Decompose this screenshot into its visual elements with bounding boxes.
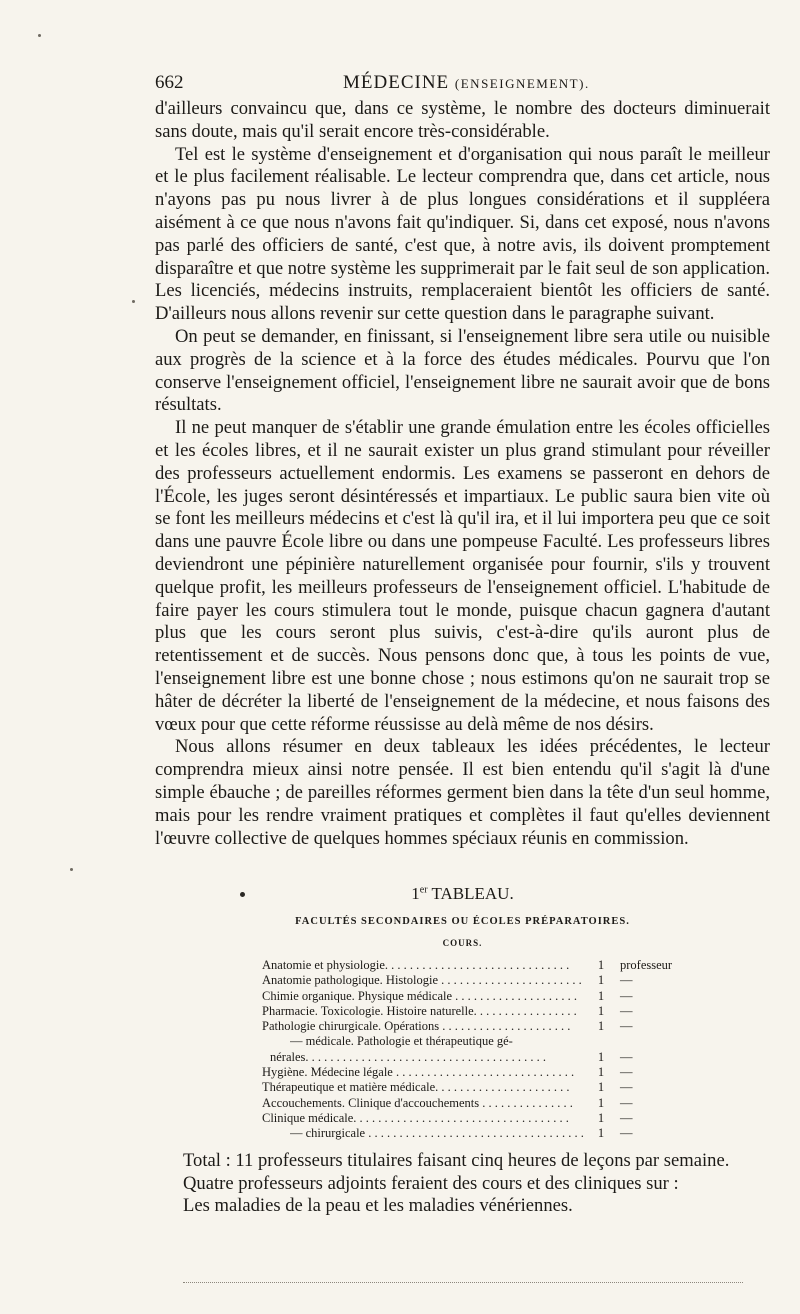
course-count: 1 [597,973,605,988]
running-title-subtitle: (ENSEIGNEMENT). [454,76,590,91]
course-name: Anatomie pathologique. Histologie . . . . . . . . . . . . . . . . . . . . . . . [262,973,582,988]
course-row [262,1004,682,1019]
course-row [262,1096,682,1111]
course-count: 1 [597,1126,605,1141]
running-header [155,72,765,96]
table-courses-label: COURS. [442,938,483,948]
course-unit: — [620,1110,633,1125]
maladies-line: Les maladies de la peau et les maladies vénériennes. [183,1195,573,1216]
course-row [262,1034,682,1049]
course-row [262,1050,682,1065]
course-count: 1 [597,1110,605,1125]
course-name: Pharmacie. Toxicologie. Histoire naturelle. . . . . . . . . . . . . . . . . [262,1003,577,1018]
page-number: 662 [155,72,184,93]
table-title-word: TABLEAU. [431,884,514,903]
course-count: 1 [597,1003,605,1018]
course-name: — chirurgicale . . . . . . . . . . . . . . . . . . . . . . . . . . . . . . . . . . . [290,1126,584,1141]
course-count: 1 [597,1019,605,1034]
course-count: 1 [597,1095,605,1110]
footer-rule [183,1282,743,1283]
course-unit: — [620,1003,633,1018]
course-row [262,1111,682,1126]
course-name: Chimie organique. Physique médicale . . . . . . . . . . . . . . . . . . . . [262,988,578,1003]
course-unit: — [620,1126,633,1141]
course-name: Thérapeutique et matière médicale. . . . . . . . . . . . . . . . . . . . . . [262,1080,570,1095]
course-unit: — [620,1019,633,1034]
course-name: — médicale. Pathologie et thérapeutique gé- [290,1034,513,1049]
total-line: Total : 11 professeurs titulaires faisant cinq heures de leçons par semaine. [183,1150,730,1171]
totals-block [183,1150,773,1218]
course-table [262,958,682,1142]
course-unit: — [620,1095,633,1110]
table-title-number: 1 [411,884,420,903]
course-count: 1 [597,1065,605,1080]
course-row [262,1065,682,1080]
body-text [155,98,770,850]
running-title-main: MÉDECINE [343,72,450,93]
course-row [262,1019,682,1034]
table-title [155,884,770,904]
course-name: Anatomie et physiologie. . . . . . . . . . . . . . . . . . . . . . . . . . . . . . [262,958,570,972]
table-title-superscript: er [419,884,428,896]
course-count: 1 [597,958,605,972]
course-unit: — [620,1049,633,1064]
course-count: 1 [597,988,605,1003]
adjoints-line: Quatre professeurs adjoints feraient des cours et des cliniques sur : [183,1172,679,1194]
course-row [262,1126,682,1141]
course-unit: professeur [620,958,673,972]
course-row [262,989,682,1004]
paragraph: Tel est le système d'enseignement et d'organisation qui nous paraît le meilleur et le plus facilement réalisable. Le lecteur comprendra que, dans cet article, nous n'ayons pas pu nous livrer à de plus longues considérations et il suppléera aisément à ce que nous n'avons fait qu'indiquer. Si, dans cet exposé, nous n'avons pas parlé des officiers de santé, c'est que, à notre avis, ils doivent promptement disparaître et que notre système les supprimerait par le fait seul de son application. Les licenciés, médecins instruits, remplaceraient bientôt les officiers de santé. D'ailleurs nous allons revenir sur cette question dans le paragraphe suivant. [155,143,770,325]
course-name: Pathologie chirurgicale. Opérations . . . . . . . . . . . . . . . . . . . . . [262,1019,571,1034]
course-unit: — [620,973,633,988]
paragraph: Il ne peut manquer de s'établir une grande émulation entre les écoles officielles et les écoles libres, et il ne saurait exister un plus grand stimulant pour réveiller des professeurs actuellement endormis. Les examens se passeront en dehors de l'École, les juges seront désintéressés et impartiaux. Le public saura bien vite où se font les meilleurs médecins et c'est là qu'il ira, et il lui importera peu que ce soit dans une pauvre École libre ou dans une pompeuse Faculté. Les professeurs libres deviendront une pépinière naturellement organisée pour fournir, s'ils y trouvent quelque profit, les meilleurs professeurs de l'enseignement officiel. L'habitude de faire payer les cours stimulera tout le monde, puisque chacun gagnera d'autant plus que les cours seront plus suivis, c'est-à-dire qu'ils auront plus de retentissement et de succès. Nous pensons donc que, à tous les points de vue, l'enseignement libre est une bonne chose ; nous estimons qu'on ne saurait trop se hâter de décréter la liberté de l'enseignement de la médecine, et nous faisons des vœux pour que cette réforme réussisse au delà même de nos désirs. [155,417,770,735]
table-subtitle: FACULTÉS SECONDAIRES OU ÉCOLES PRÉPARATOIRES. [295,916,630,927]
course-row [262,958,682,973]
course-name: Accouchements. Clinique d'accouchements . . . . . . . . . . . . . . . [262,1095,573,1110]
course-count: 1 [597,1049,605,1064]
course-row [262,1080,682,1095]
scan-speck [70,868,73,871]
course-name: Clinique médicale. . . . . . . . . . . . . . . . . . . . . . . . . . . . . . . . . . . [262,1110,569,1125]
course-unit: — [620,1065,633,1080]
course-name: Hygiène. Médecine légale . . . . . . . . . . . . . . . . . . . . . . . . . . . . . [262,1065,575,1080]
course-unit: — [620,1080,633,1095]
scan-speck [38,34,41,37]
paragraph: Nous allons résumer en deux tableaux les idées précédentes, le lecteur comprendra mieux ainsi notre pensée. Il est bien entendu qu'il s'agit là d'une simple ébauche ; de pareilles réformes germent bien dans la tête d'un seul homme, mais pour les rendre vraiment pratiques et complètes il faut qu'elles deviennent l'œuvre collective de quelques hommes spéciaux réunis en commission. [155,736,770,849]
paragraph: d'ailleurs convaincu que, dans ce système, le nombre des docteurs diminuerait sans doute, mais qu'il serait encore très-considérable. [155,98,770,142]
course-row [262,973,682,988]
course-count: 1 [597,1080,605,1095]
paragraph: On peut se demander, en finissant, si l'enseignement libre sera utile ou nuisible aux progrès de la science et à la force des études médicales. Pourvu que l'on conserve l'enseignement officiel, l'enseignement libre ne saurait avoir que de bons résultats. [155,325,770,416]
course-name: nérales. . . . . . . . . . . . . . . . . . . . . . . . . . . . . . . . . . . . . . . [270,1049,547,1064]
running-title [343,72,590,94]
course-unit: — [620,988,633,1003]
scan-speck [132,300,135,303]
